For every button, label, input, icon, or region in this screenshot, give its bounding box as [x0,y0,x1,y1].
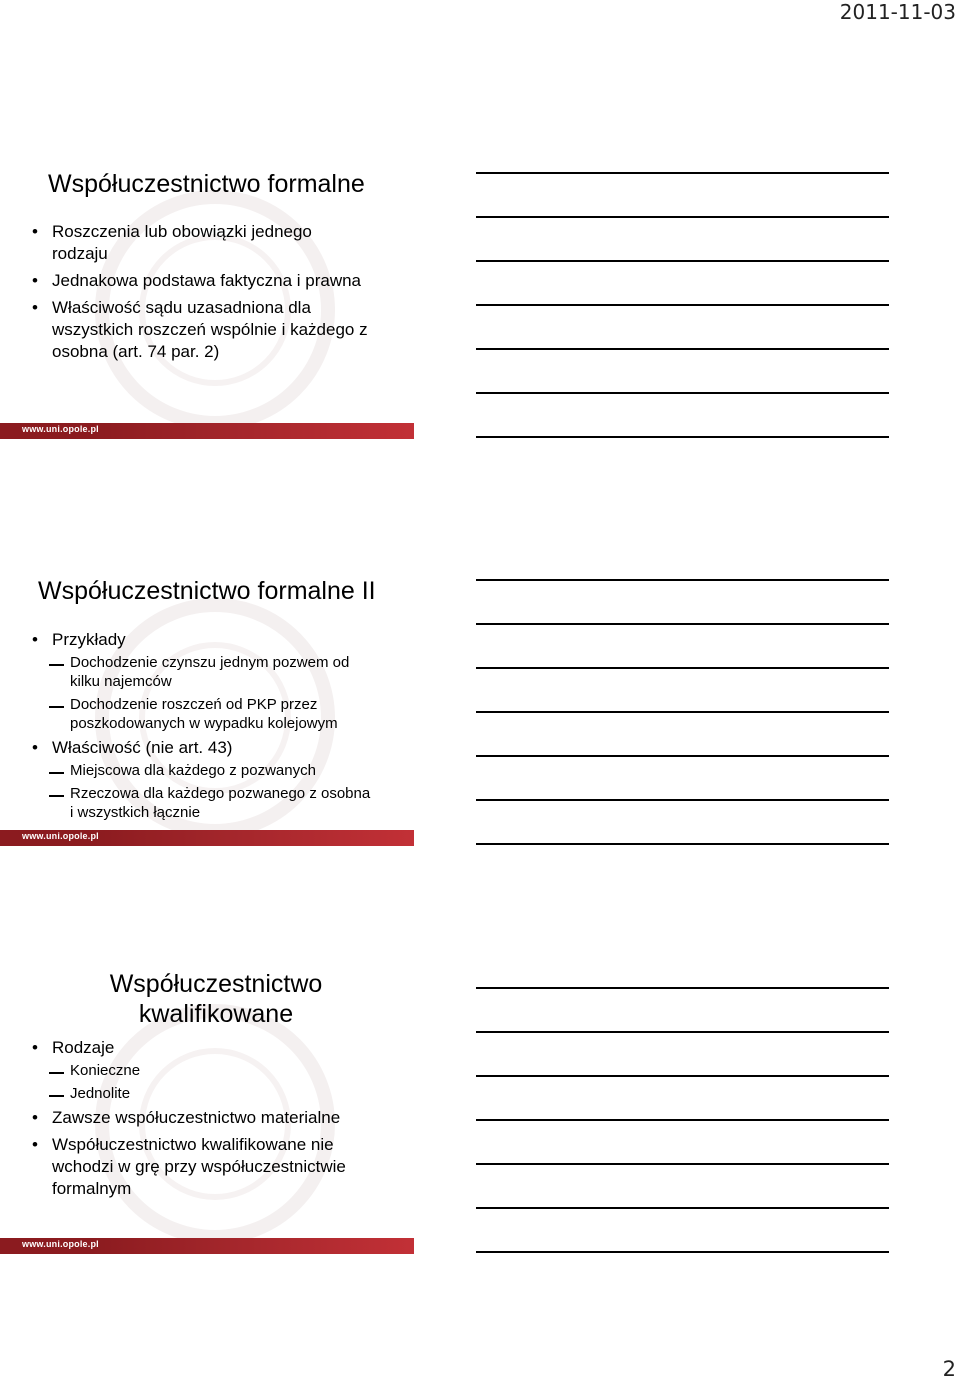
note-line [476,843,889,845]
bullet-list [30,1037,375,1205]
note-line [476,348,889,350]
note-line [476,579,889,581]
note-line [476,260,889,262]
note-line [476,1163,889,1165]
note-line [476,1075,889,1077]
note-line [476,1031,889,1033]
note-line [476,304,889,306]
bullet-item: • Przykłady [30,629,375,651]
footer-url: www.uni.opole.pl [22,424,99,434]
note-line [476,799,889,801]
bullet-list [30,629,375,826]
note-line [476,1119,889,1121]
note-line [476,667,889,669]
note-line [476,392,889,394]
note-line [476,711,889,713]
slide-footer-bar [0,1238,414,1254]
note-line [476,623,889,625]
note-line [476,172,889,174]
sub-bullet-item: Konieczne [30,1061,375,1080]
bullet-item: • Roszczenia lub obowiązki jednego rodzaju [30,221,370,265]
sub-bullet-item: Dochodzenie roszczeń od PKP przez poszkodowanych w wypadku kolejowym [30,695,375,733]
slide-title: Współuczestnictwo formalne [48,170,365,198]
note-line [476,1207,889,1209]
note-line [476,1251,889,1253]
bullet-item: • Współuczestnictwo kwalifikowane nie wchodzi w grę przy współuczestnictwie formalnym [30,1134,375,1200]
slide-title: Współuczestnictwo kwalifikowane [109,970,323,1028]
bullet-item: • Jednakowa podstawa faktyczna i prawna [30,270,370,292]
bullet-item: • Właściwość (nie art. 43) [30,737,375,759]
sub-bullet-item: Rzeczowa dla każdego pozwanego z osobna i wszystkich łącznie [30,784,375,822]
slide-title: Współuczestnictwo formalne II [38,577,376,605]
sub-bullet-item: Jednolite [30,1084,375,1103]
note-line [476,987,889,989]
bullet-item: • Właściwość sądu uzasadniona dla wszystkich roszczeń wspólnie i każdego z osobna (art. 74 par. 2) [30,297,370,363]
bullet-item: • Zawsze współuczestnictwo materialne [30,1107,375,1129]
sub-bullet-item: Miejscowa dla każdego z pozwanych [30,761,375,780]
slide-footer-bar [0,830,414,846]
page-date: 2011-11-03 [839,0,956,24]
sub-bullet-item: Dochodzenie czynszu jednym pozwem od kilku najemców [30,653,375,691]
note-line [476,436,889,438]
page-number: 2 [942,1357,956,1381]
note-line [476,755,889,757]
footer-url: www.uni.opole.pl [22,831,99,841]
note-line [476,216,889,218]
footer-url: www.uni.opole.pl [22,1239,99,1249]
bullet-item: • Rodzaje [30,1037,375,1059]
